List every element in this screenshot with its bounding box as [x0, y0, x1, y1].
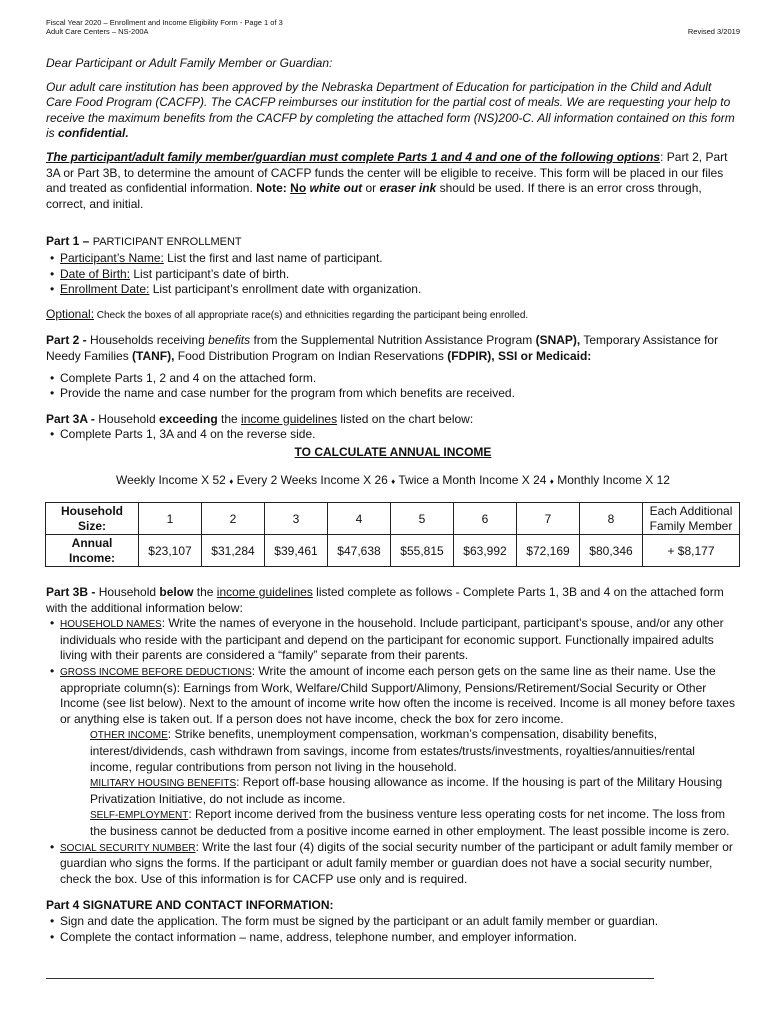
- part2-benefits: benefits: [208, 333, 251, 348]
- bottom-rule: [46, 978, 654, 979]
- table-cell: $80,346: [580, 535, 643, 567]
- part3a-guidelines: income guidelines: [241, 411, 338, 426]
- intro-text: Our adult care institution has been approved by the Nebraska Department of Education for participation in the Child and Adult Care Food Program (CACFP). The CACFP reimburses our institution for the partial cost of meals. We are requesting your help to receive the maximum benefits from the CACFP by completing the attached form (NS)200-C. All information contained on this form is: [46, 79, 735, 141]
- military-block: [46, 775, 740, 807]
- sub-text: : Report income derived from the business venture less operating costs for net income. The loss from the business cannot be deducted from a positive income earned in other employment. The least possible income is zero.: [90, 807, 730, 838]
- table-header-cell: Household Size:: [46, 503, 139, 535]
- table-cell: 6: [454, 503, 517, 535]
- part2-paragraph: [46, 333, 740, 364]
- table-cell: + $8,177: [643, 535, 740, 567]
- intro-paragraph: [46, 80, 740, 142]
- part2-tanf: (TANF),: [132, 348, 175, 363]
- instructions-note: Note:: [256, 181, 287, 196]
- table-cell: 5: [391, 503, 454, 535]
- list-item-label: GROSS INCOME BEFORE DEDUCTIONS: [60, 667, 252, 679]
- list-item: [46, 840, 740, 888]
- list-item: [46, 267, 740, 283]
- table-cell: $55,815: [391, 535, 454, 567]
- diamond-icon: ♦: [229, 477, 234, 487]
- list-item: • Provide the name and case number for the program from which benefits are received.: [46, 386, 740, 402]
- part3a-text: Household: [98, 411, 159, 426]
- part3a-exceeding: exceeding: [158, 411, 218, 426]
- table-row: [46, 535, 740, 567]
- list-item-text: : Write the names of everyone in the household. Include participant, participant’s spouse, and/or any other individuals who reside with the participant and depend on the participant for economic support. Functionally impaired adults living with their parents are considered a “family” separate from their parents.: [60, 616, 724, 663]
- calc-formula: Weekly Income X 52: [116, 473, 226, 488]
- part3a-list: [46, 427, 740, 443]
- self-employment-block: [46, 807, 740, 839]
- page-header: [46, 18, 740, 36]
- part2-text: Food Distribution Program on Indian Reservations: [174, 348, 448, 363]
- diamond-icon: ♦: [391, 477, 396, 487]
- list-item: • Complete Parts 1, 3A and 4 on the reverse side.: [46, 427, 740, 443]
- part3b-text: Household: [98, 585, 160, 600]
- part4-list: [46, 914, 740, 945]
- salutation: Dear Participant or Adult Family Member or Guardian:: [46, 56, 333, 70]
- list-item-label: Participant’s Name:: [60, 250, 164, 265]
- list-item-text: List the first and last name of participant.: [163, 250, 383, 265]
- intro-confidential: confidential.: [58, 126, 129, 141]
- part3a-text: the: [217, 411, 242, 426]
- list-item: [46, 282, 740, 298]
- header-line1: Fiscal Year 2020 – Enrollment and Income Eligibility Form - Page 1 of 3: [46, 18, 283, 27]
- calc-formula: Monthly Income X 12: [557, 473, 670, 488]
- part1-title-bold: Part 1 –: [46, 234, 93, 249]
- part2-title: Part 2 -: [46, 333, 91, 348]
- part3b-text: listed complete as follows - Complete Parts 1, 3B and 4 on the attached form with the additional information below:: [46, 585, 724, 615]
- table-cell: 8: [580, 503, 643, 535]
- list-item: [46, 616, 740, 664]
- other-income-block: [46, 727, 740, 775]
- part1-title: [46, 234, 740, 251]
- calc-formula: Every 2 Weeks Income X 26: [236, 473, 388, 488]
- part3b-guidelines: income guidelines: [216, 585, 313, 600]
- table-cell: $72,169: [517, 535, 580, 567]
- part3b-ssn-list: [46, 840, 740, 888]
- table-cell: Each Additional Family Member: [643, 503, 740, 535]
- calc-formulas: [46, 473, 740, 490]
- list-item-label: Enrollment Date:: [60, 282, 150, 297]
- instructions-text2: should be used. If there is an error cross through, correct, and initial.: [46, 181, 702, 211]
- part1-list: [46, 251, 740, 298]
- part2-list: [46, 371, 740, 402]
- sub-label: OTHER INCOME: [90, 730, 168, 742]
- list-item-text: List participant’s date of birth.: [130, 266, 290, 281]
- sub-label: MILITARY HOUSING BENEFITS: [90, 778, 237, 790]
- part2-fdpir: (FDPIR), SSI or Medicaid:: [447, 348, 592, 363]
- optional-paragraph: [46, 307, 740, 324]
- part3a-paragraph: [46, 412, 740, 428]
- table-cell: $23,107: [139, 535, 202, 567]
- list-item-text: List participant’s enrollment date with organization.: [149, 282, 422, 297]
- instructions-eraser: eraser ink: [379, 181, 437, 196]
- table-cell: $47,638: [328, 535, 391, 567]
- list-item: [46, 251, 740, 267]
- table-cell: 3: [265, 503, 328, 535]
- list-item: [46, 664, 740, 727]
- calc-title: TO CALCULATE ANNUAL INCOME: [294, 444, 492, 459]
- list-item: • Complete the contact information – name, address, telephone number, and employer information.: [46, 930, 740, 946]
- revised-date: Revised 3/2019: [687, 27, 740, 36]
- list-item-label: HOUSEHOLD NAMES: [60, 619, 162, 631]
- table-header-cell: Annual Income:: [46, 535, 139, 567]
- optional-label: Optional:: [46, 306, 95, 321]
- instructions-lead: The participant/adult family member/guardian must complete Parts 1 and 4 and one of the following options: [46, 149, 661, 164]
- list-item-text: : Write the last four (4) digits of the social security number of the participant or adult family member or guardian who signs the forms. If the participant or adult family member or guardian does not have a social security number, check the box. Use of this information is for CACFP use only and is required.: [60, 839, 733, 886]
- table-cell: 7: [517, 503, 580, 535]
- list-item-label: SOCIAL SECURITY NUMBER: [60, 842, 196, 854]
- sub-text: : Strike benefits, unemployment compensation, workman’s compensation, disability benefits, interest/dividends, cash withdrawn from savings, income from estates/trusts/investments, royalties/annuities/rental income, regular contributions from person not living in the household.: [90, 727, 695, 774]
- instructions-paragraph: [46, 150, 740, 212]
- calc-formula: Twice a Month Income X 24: [398, 473, 547, 488]
- part3b-paragraph: [46, 585, 740, 616]
- part2-snap: (SNAP),: [535, 333, 581, 348]
- optional-text: Check the boxes of all appropriate race(s) and ethnicities regarding the participant being enrolled.: [94, 309, 529, 321]
- sub-text: : Report off-base housing allowance as income. If the housing is part of the Military Housing Privatization Initiative, do not include as income.: [90, 775, 723, 806]
- income-guidelines-table: [45, 502, 740, 567]
- instructions-or: or: [362, 181, 380, 196]
- table-cell: 2: [202, 503, 265, 535]
- instructions-white-out: white out: [309, 181, 363, 196]
- list-item-text: : Write the amount of income each person gets on the same line as their name. Use the appropriate column(s): Earnings from Work, Welfare/Child Support/Alimony, Pensions/Retirement/Social Security or Other Income (see list below). Next to the amount of income write how often the income is received. Income is all money before taxes or anything else is taken out. If a person does not have income, check the box for zero income.: [60, 664, 735, 726]
- part3b-text: the: [193, 585, 217, 600]
- form-page: [46, 18, 740, 945]
- list-item-label: Date of Birth:: [60, 266, 131, 281]
- table-cell: 1: [139, 503, 202, 535]
- part4-title: Part 4 SIGNATURE AND CONTACT INFORMATION:: [46, 898, 334, 913]
- part2-text: Temporary Assistance for Needy Families: [46, 333, 719, 363]
- instructions-no: No: [290, 181, 307, 196]
- list-item: • Complete Parts 1, 2 and 4 on the attached form.: [46, 371, 740, 387]
- part2-text: from the Supplemental Nutrition Assistance Program: [250, 333, 536, 348]
- part1-title-rest: PARTICIPANT ENROLLMENT: [92, 236, 242, 249]
- part3a-title: Part 3A -: [46, 411, 99, 426]
- part2-text: Households receiving: [90, 333, 209, 348]
- table-row: [46, 503, 740, 535]
- list-item: • Sign and date the application. The form must be signed by the participant or an adult family member or guardian.: [46, 914, 740, 930]
- table-cell: $31,284: [202, 535, 265, 567]
- part3a-text: listed on the chart below:: [337, 411, 474, 426]
- instructions-text1: : Part 2, Part 3A or Part 3B, to determine the amount of CACFP funds the center will be eligible to receive. This form will be placed in our files and treated as confidential information.: [46, 149, 728, 196]
- sub-label: SELF-EMPLOYMENT: [90, 810, 189, 822]
- table-cell: $39,461: [265, 535, 328, 567]
- diamond-icon: ♦: [549, 477, 554, 487]
- part3b-title: Part 3B -: [46, 585, 99, 600]
- table-cell: $63,992: [454, 535, 517, 567]
- part3b-below: below: [159, 585, 194, 600]
- part3b-list: [46, 616, 740, 727]
- header-line2: Adult Care Centers – NS-200A: [46, 27, 149, 36]
- table-cell: 4: [328, 503, 391, 535]
